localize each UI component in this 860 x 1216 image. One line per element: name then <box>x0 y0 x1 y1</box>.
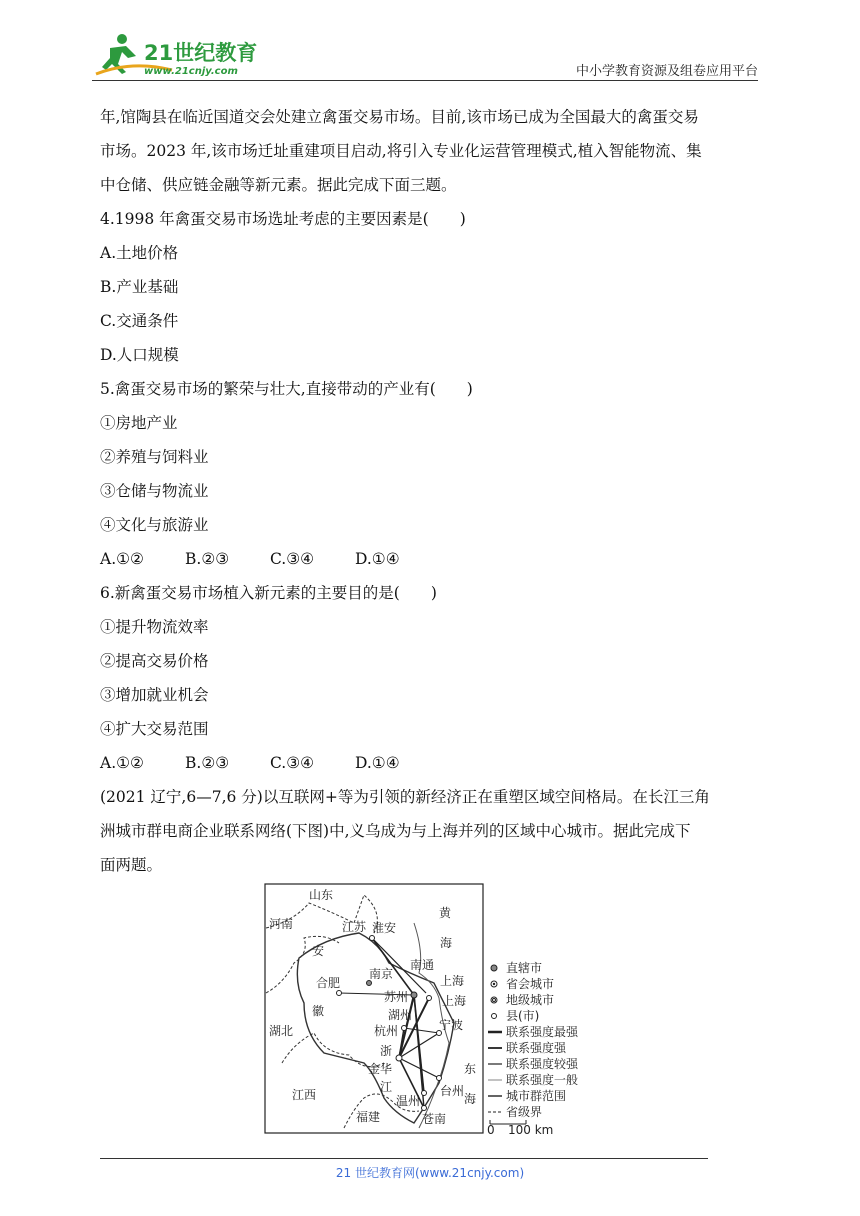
label-hefei: 合肥 <box>316 976 341 990</box>
legend-item: 联系强度最强 <box>506 1025 579 1039</box>
label-nantong: 南通 <box>410 958 435 972</box>
logo-21cnjy <box>92 30 262 78</box>
scale-zero: 0 <box>487 1123 495 1137</box>
label-jiangsu: 江苏 <box>342 920 367 934</box>
label-ningbo: 宁波 <box>439 1018 464 1032</box>
question-4-option: C.交通条件 <box>100 312 179 330</box>
intro-line: 年,馆陶县在临近国道交会处建立禽蛋交易市场。目前,该市场已成为全国最大的禽蛋交易 <box>100 108 699 126</box>
label-hubei: 湖北 <box>269 1024 294 1038</box>
passage2-line: 面两题。 <box>100 856 163 874</box>
intro-line: 市场。2023 年,该市场迁址重建项目启动,将引入专业化运营管理模式,植入智能物流、集 <box>100 142 702 160</box>
question-6-choices <box>100 746 770 780</box>
choice: A.①② <box>100 550 144 568</box>
question-4-option: D.人口规模 <box>100 346 179 364</box>
choice: B.②③ <box>185 754 230 772</box>
label-jiang: 江 <box>380 1080 393 1094</box>
label-donghai-1: 东 <box>464 1062 477 1076</box>
label-taizhou: 台州 <box>440 1084 465 1098</box>
question-4-option: A.土地价格 <box>100 244 179 262</box>
label-anhui-an: 安 <box>312 944 325 958</box>
label-cangnan: 苍南 <box>422 1112 447 1126</box>
label-huanghai-1: 黄 <box>439 906 452 920</box>
legend-item: 城市群范围 <box>506 1089 567 1103</box>
legend-item: 省级界 <box>506 1105 543 1119</box>
choice: D.①④ <box>355 550 400 568</box>
question-6-item: ③增加就业机会 <box>100 686 209 704</box>
question-6-stem: 6.新禽蛋交易市场植入新元素的主要目的是( ) <box>100 584 437 602</box>
question-6-item: ②提高交易价格 <box>100 652 209 670</box>
question-5-item: ④文化与旅游业 <box>100 516 209 534</box>
header-divider <box>92 80 758 81</box>
label-anhui-hui: 徽 <box>312 1004 325 1018</box>
question-6-item: ①提升物流效率 <box>100 618 209 636</box>
footer-divider <box>100 1158 708 1159</box>
svg-text:21世纪教育: 21世纪教育 <box>144 41 258 65</box>
map-legend <box>488 960 579 1119</box>
label-nanjing: 南京 <box>369 967 394 981</box>
legend-item: 省会城市 <box>506 977 555 991</box>
label-jiangxi: 江西 <box>292 1088 317 1102</box>
question-4-stem: 4.1998 年禽蛋交易市场选址考虑的主要因素是( ) <box>100 210 466 228</box>
label-wenzhou: 温州 <box>396 1094 421 1108</box>
svg-text:www.21cnjy.com: www.21cnjy.com <box>144 66 238 77</box>
legend-item: 地级城市 <box>506 993 555 1007</box>
label-hangzhou: 杭州 <box>374 1024 399 1038</box>
question-5-item: ①房地产业 <box>100 414 178 432</box>
footer-text[interactable]: 21 世纪教育网(www.21cnjy.com) <box>335 1166 525 1180</box>
question-5-item: ③仓储与物流业 <box>100 482 209 500</box>
choice: C.③④ <box>270 754 315 772</box>
choice: B.②③ <box>185 550 230 568</box>
question-4-option: B.产业基础 <box>100 278 179 296</box>
label-zhe: 浙 <box>380 1044 393 1058</box>
question-6-item: ④扩大交易范围 <box>100 720 209 738</box>
label-henan-1: 河南 <box>269 917 294 931</box>
legend-item: 联系强度一般 <box>506 1073 579 1087</box>
legend-item: 联系强度强 <box>506 1041 567 1055</box>
label-huanghai-2: 海 <box>440 936 453 950</box>
label-suzhou: 苏州 <box>384 990 409 1004</box>
label-huaian: 淮安 <box>372 921 397 935</box>
label-fujian: 福建 <box>356 1110 381 1124</box>
scale-bar <box>487 1120 553 1137</box>
passage2-line: (2021 辽宁,6—7,6 分)以互联网+等为引领的新经济正在重塑区域空间格局。在长江三角 <box>100 788 710 806</box>
label-shanghai-1: 上海 <box>440 974 465 988</box>
choice: A.①② <box>100 754 144 772</box>
label-huzhou: 湖州 <box>388 1008 413 1022</box>
label-shandong: 山东 <box>309 888 334 902</box>
map-svg <box>264 883 579 1137</box>
legend-item: 直辖市 <box>506 961 543 975</box>
legend-item: 联系强度较强 <box>506 1057 579 1071</box>
scale-value: 100 km <box>508 1123 554 1137</box>
passage2-line: 洲城市群电商企业联系网络(下图)中,义乌成为与上海并列的区域中心城市。据此完成下 <box>100 822 691 840</box>
label-donghai-2: 海 <box>464 1092 477 1106</box>
choice: D.①④ <box>355 754 400 772</box>
platform-name: 中小学教育资源及组卷应用平台 <box>575 64 758 79</box>
question-5-choices <box>100 542 770 576</box>
legend-item: 县(市) <box>506 1009 540 1023</box>
intro-line: 中仓储、供应链金融等新元素。据此完成下面三题。 <box>100 176 457 194</box>
yangtze-delta-ecommerce-map <box>264 883 579 1137</box>
question-5-item: ②养殖与饲料业 <box>100 448 209 466</box>
choice: C.③④ <box>270 550 315 568</box>
document-body <box>100 100 770 882</box>
page-header <box>92 30 758 80</box>
label-jinhua: 金华 <box>368 1062 393 1076</box>
question-5-stem: 5.禽蛋交易市场的繁荣与壮大,直接带动的产业有( ) <box>100 380 473 398</box>
label-shanghai-2: 上海 <box>442 994 467 1008</box>
